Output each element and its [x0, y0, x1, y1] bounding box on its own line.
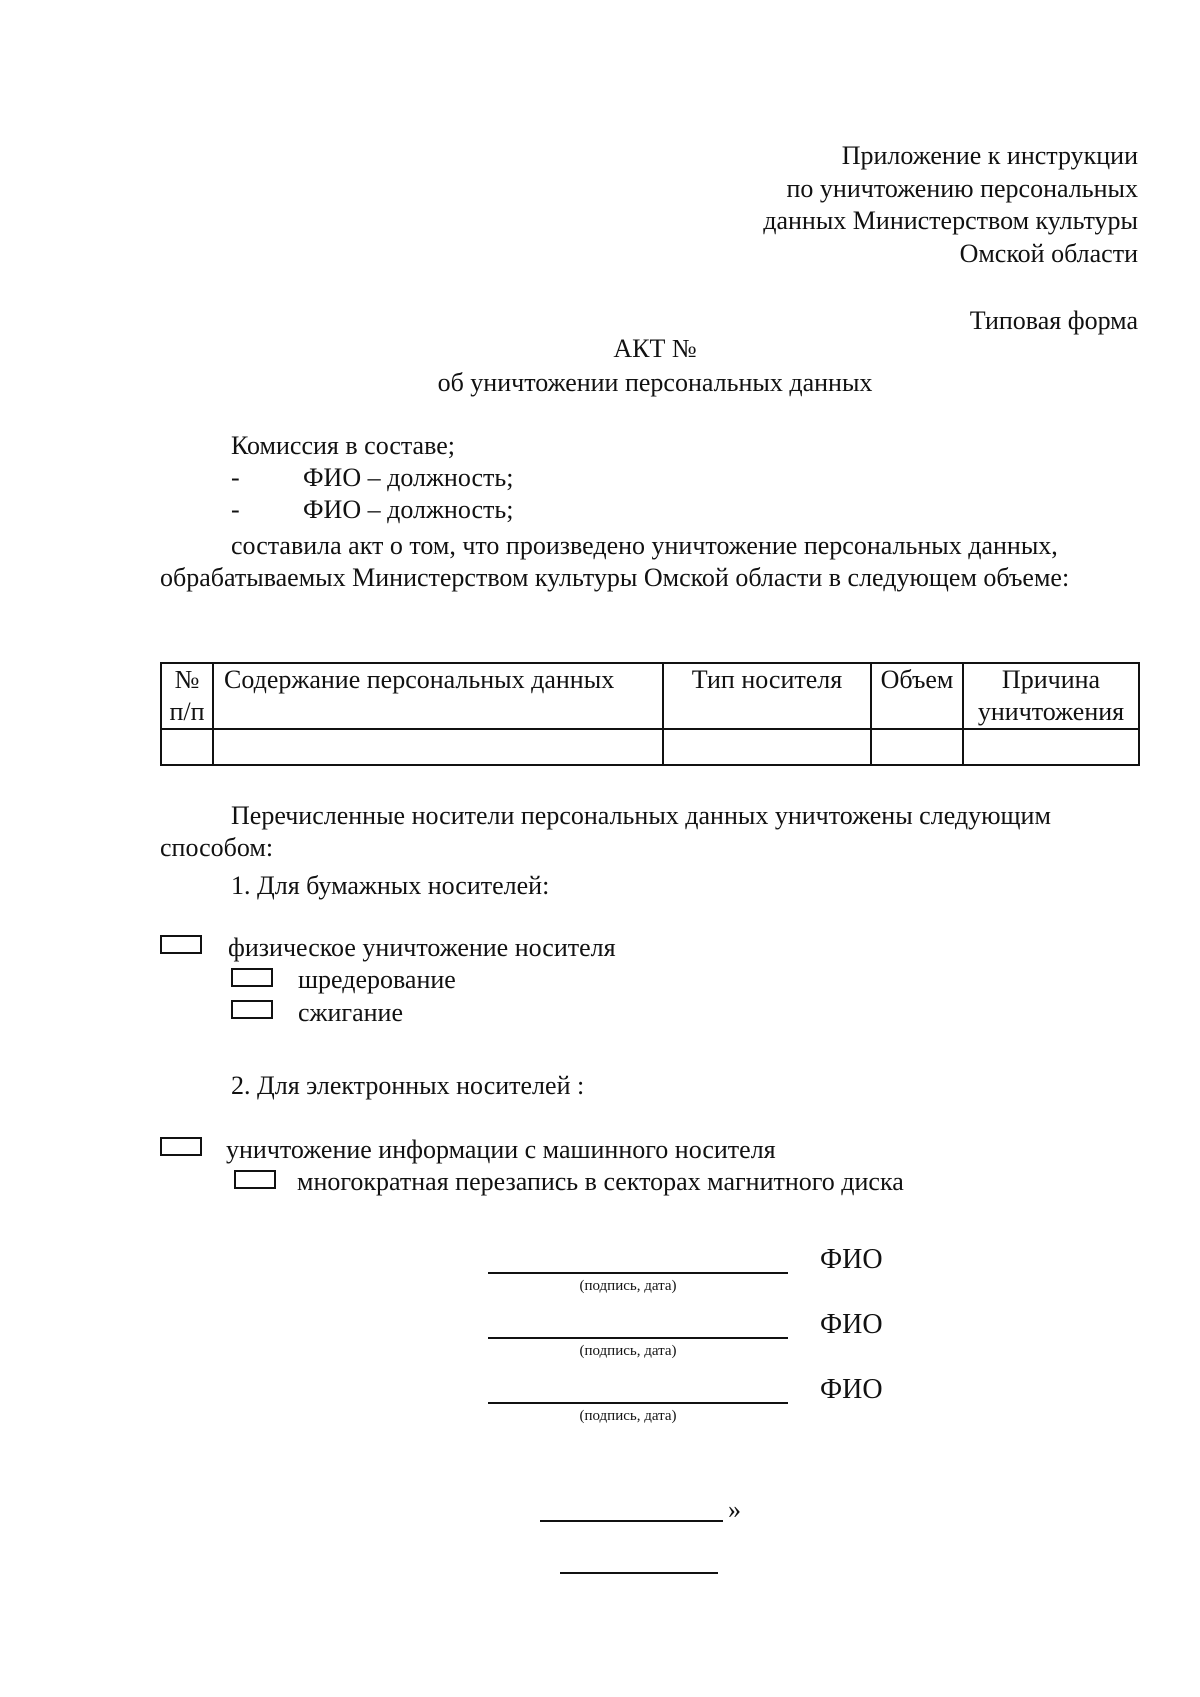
- table-row: [161, 729, 1139, 765]
- statement-first-line: составила акт о том, что произведено уничтожение персональных данных,: [231, 531, 1058, 560]
- signature-caption: (подпись, дата): [579, 1408, 677, 1424]
- electronic-destroy-label: уничтожение информации с машинного носителя: [226, 1135, 776, 1164]
- date-line[interactable]: [540, 1520, 723, 1522]
- burning-label: сжигание: [298, 998, 403, 1027]
- table-cell[interactable]: [161, 729, 213, 765]
- act-title: АКТ №: [613, 334, 697, 363]
- signature-line[interactable]: [488, 1337, 788, 1339]
- header-content: Содержание персональных данных: [213, 663, 663, 729]
- shredding-label: шредерование: [298, 965, 456, 994]
- header-num-line1: №: [174, 665, 200, 694]
- table-cell[interactable]: [871, 729, 963, 765]
- overwrite-label: многократная перезапись в секторах магнитного диска: [297, 1167, 904, 1196]
- burning-checkbox[interactable]: [231, 1000, 273, 1019]
- header-volume: Объем: [871, 663, 963, 729]
- list-dash: -: [231, 495, 240, 524]
- signature-line[interactable]: [488, 1402, 788, 1404]
- signatory-name: ФИО: [820, 1374, 883, 1405]
- signatory-name: ФИО: [820, 1309, 883, 1340]
- signature-line[interactable]: [488, 1272, 788, 1274]
- signature-caption: (подпись, дата): [579, 1278, 677, 1294]
- header-num-line2: п/п: [169, 697, 205, 726]
- destroyed-data-table: [160, 662, 1140, 766]
- act-subtitle: об уничтожении персональных данных: [437, 368, 873, 397]
- header-num: [161, 663, 213, 729]
- table-cell[interactable]: [663, 729, 871, 765]
- paper-physical-label: физическое уничтожение носителя: [228, 933, 616, 962]
- appendix-line: данных Министерством культуры: [763, 206, 1138, 235]
- table-cell[interactable]: [213, 729, 663, 765]
- member-text: ФИО – должность;: [303, 495, 514, 524]
- signature-caption: (подпись, дата): [579, 1343, 677, 1359]
- table-header-row: [161, 663, 1139, 729]
- electronic-destroy-checkbox[interactable]: [160, 1137, 202, 1156]
- member-text: ФИО – должность;: [303, 463, 514, 492]
- signatory-name: ФИО: [820, 1244, 883, 1275]
- electronic-heading: 2. Для электронных носителей :: [231, 1071, 585, 1100]
- paper-physical-checkbox[interactable]: [160, 935, 202, 954]
- form-type-label: Типовая форма: [969, 306, 1138, 335]
- methods-intro-rest: способом:: [160, 833, 274, 862]
- header-carrier-type: Тип носителя: [663, 663, 871, 729]
- appendix-line: по уничтожению персональных: [786, 173, 1138, 203]
- date-close-quote: »: [728, 1495, 741, 1524]
- commission-intro: Комиссия в составе;: [231, 431, 455, 460]
- appendix-header: [763, 140, 1138, 270]
- appendix-line: Приложение к инструкции: [841, 141, 1138, 170]
- shredding-checkbox[interactable]: [231, 968, 273, 987]
- overwrite-checkbox[interactable]: [234, 1170, 276, 1189]
- paper-heading: 1. Для бумажных носителей:: [231, 871, 550, 900]
- list-dash: -: [231, 463, 240, 492]
- date-line[interactable]: [560, 1572, 718, 1574]
- statement-rest: обрабатываемых Министерством культуры Омской области в следующем объеме:: [160, 563, 1070, 592]
- appendix-line: Омской области: [959, 238, 1138, 268]
- header-reason: Причина уничтожения: [963, 663, 1139, 729]
- table-cell[interactable]: [963, 729, 1139, 765]
- methods-intro-first: Перечисленные носители персональных данных уничтожены следующим: [231, 801, 1051, 830]
